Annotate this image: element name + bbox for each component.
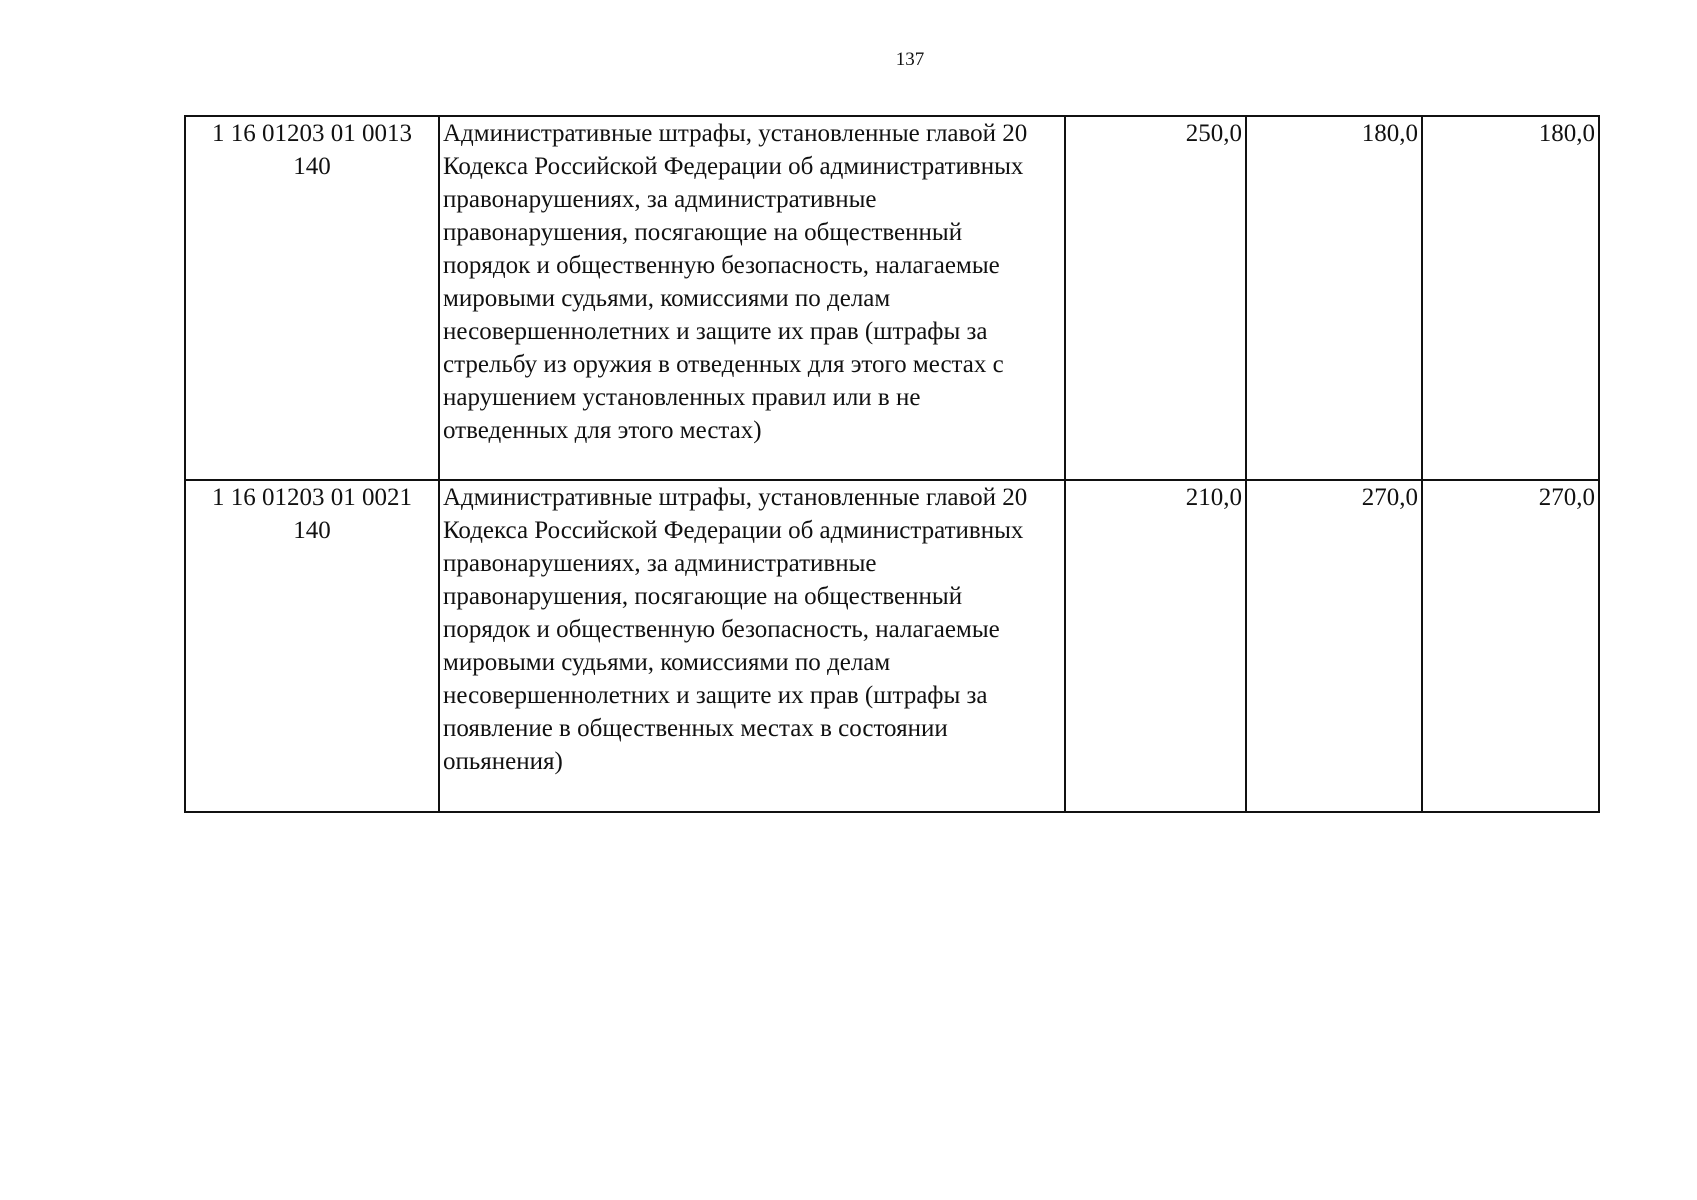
description-line: появление в общественных местах в состоянии (443, 715, 948, 742)
amount-cell-1: 210,0 (1065, 480, 1246, 812)
description-cell (439, 116, 1065, 480)
description-line: порядок и общественную безопасность, налагаемые (443, 252, 1000, 279)
description-line: Кодекса Российской Федерации об административных (443, 517, 1024, 544)
revenue-table (184, 115, 1600, 813)
description-line: мировыми судьями, комиссиями по делам (443, 649, 891, 676)
description-line: несовершеннолетних и защите их прав (штрафы за (443, 318, 988, 345)
budget-code-cell (185, 480, 439, 812)
budget-code-line: 1 16 01203 01 0013 (212, 120, 412, 147)
description-line: Кодекса Российской Федерации об административных (443, 153, 1024, 180)
description-cell (439, 480, 1065, 812)
description-line: несовершеннолетних и защите их прав (штрафы за (443, 682, 988, 709)
amount-cell-3: 180,0 (1422, 116, 1599, 480)
page-number: 137 (895, 49, 925, 70)
description-line: Административные штрафы, установленные главой 20 (443, 484, 1028, 511)
budget-code-line: 140 (293, 517, 331, 544)
description-line: правонарушения, посягающие на общественный (443, 219, 963, 246)
description-line: правонарушениях, за административные (443, 550, 877, 577)
description-line: порядок и общественную безопасность, налагаемые (443, 616, 1000, 643)
description-line: нарушением установленных правил или в не (443, 384, 921, 411)
description-line: правонарушениях, за административные (443, 186, 877, 213)
table-row (185, 480, 1599, 812)
amount-cell-2: 270,0 (1246, 480, 1422, 812)
description-line: отведенных для этого местах) (443, 417, 762, 444)
budget-code-line: 140 (293, 153, 331, 180)
description-line: опьянения) (443, 748, 563, 775)
table-row (185, 116, 1599, 480)
budget-code-line: 1 16 01203 01 0021 (212, 484, 412, 511)
budget-code-cell (185, 116, 439, 480)
amount-cell-2: 180,0 (1246, 116, 1422, 480)
description-line: стрельбу из оружия в отведенных для этого местах с (443, 351, 1004, 378)
description-line: Административные штрафы, установленные главой 20 (443, 120, 1028, 147)
amount-cell-3: 270,0 (1422, 480, 1599, 812)
amount-cell-1: 250,0 (1065, 116, 1246, 480)
description-line: мировыми судьями, комиссиями по делам (443, 285, 891, 312)
description-line: правонарушения, посягающие на общественный (443, 583, 963, 610)
